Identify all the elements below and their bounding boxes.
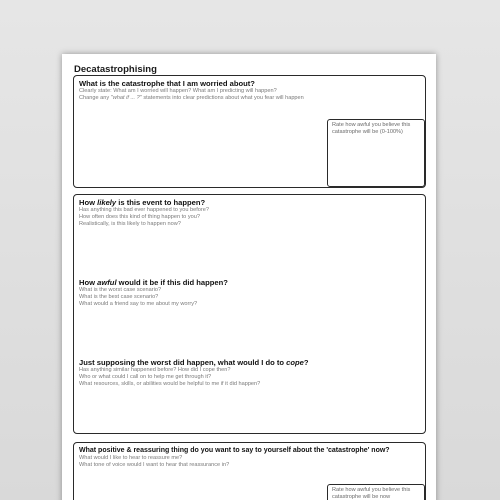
catastrophe-prompt-1: Clearly state: What am I worried will happen? What am I predicting will happen? [79,88,277,94]
reassurance-section [79,446,419,469]
catastrophe-section [79,79,419,102]
worksheet-title: Decatastrophising [74,64,157,75]
coping-prompt: What resources, skills, or abilities would be helpful to me if it did happen? [79,381,261,387]
awfulness-prompt: What is the worst case scenario? [79,287,162,293]
reassurance-question: What positive & reassuring thing do you want to say to yourself about the 'catastrophe' now? [79,447,390,454]
rating-prompt-initial: Rate how awful you believe this catastrophe will be (0-100%) [332,122,411,135]
worksheet-page [62,54,436,500]
likelihood-question: How likely is this event to happen? [79,198,206,207]
likelihood-prompt: Has anything this bad ever happened to you before? [79,207,209,213]
evaluation-box[interactable] [73,194,426,434]
coping-prompt: Who or what could I call on to help me get through it? [79,374,212,380]
likelihood-prompt: How often does this kind of thing happen to you? [79,214,200,220]
awfulness-prompt: What would a friend say to me about my worry? [79,301,198,307]
catastrophe-prompt-2: Change any "what if ... ?" statements into clear predictions about what you fear will happen [79,95,304,101]
awfulness-section [79,278,419,308]
reassurance-prompt: What tone of voice would I want to hear that reassurance in? [79,462,230,468]
likelihood-section [79,198,419,228]
awfulness-prompt: What is the best case scenario? [79,294,159,300]
reassurance-box[interactable] [73,442,426,500]
coping-prompt: Has anything similar happened before? How did I cope then? [79,367,231,373]
catastrophe-question: What is the catastrophe that I am worried about? [79,79,255,88]
reassurance-prompt: What would I like to hear to reassure me? [79,455,183,461]
catastrophe-box[interactable] [73,75,426,188]
awfulness-question: How awful would it be if this did happen? [79,278,228,287]
coping-question: Just supposing the worst did happen, what would I do to cope? [79,358,309,367]
rating-box-final[interactable] [327,484,425,500]
coping-section [79,358,419,388]
rating-prompt-final: Rate how awful you believe this catastrophe will be now [332,487,411,500]
rating-box-initial[interactable] [327,119,425,187]
likelihood-prompt: Realistically, is this likely to happen now? [79,221,181,227]
